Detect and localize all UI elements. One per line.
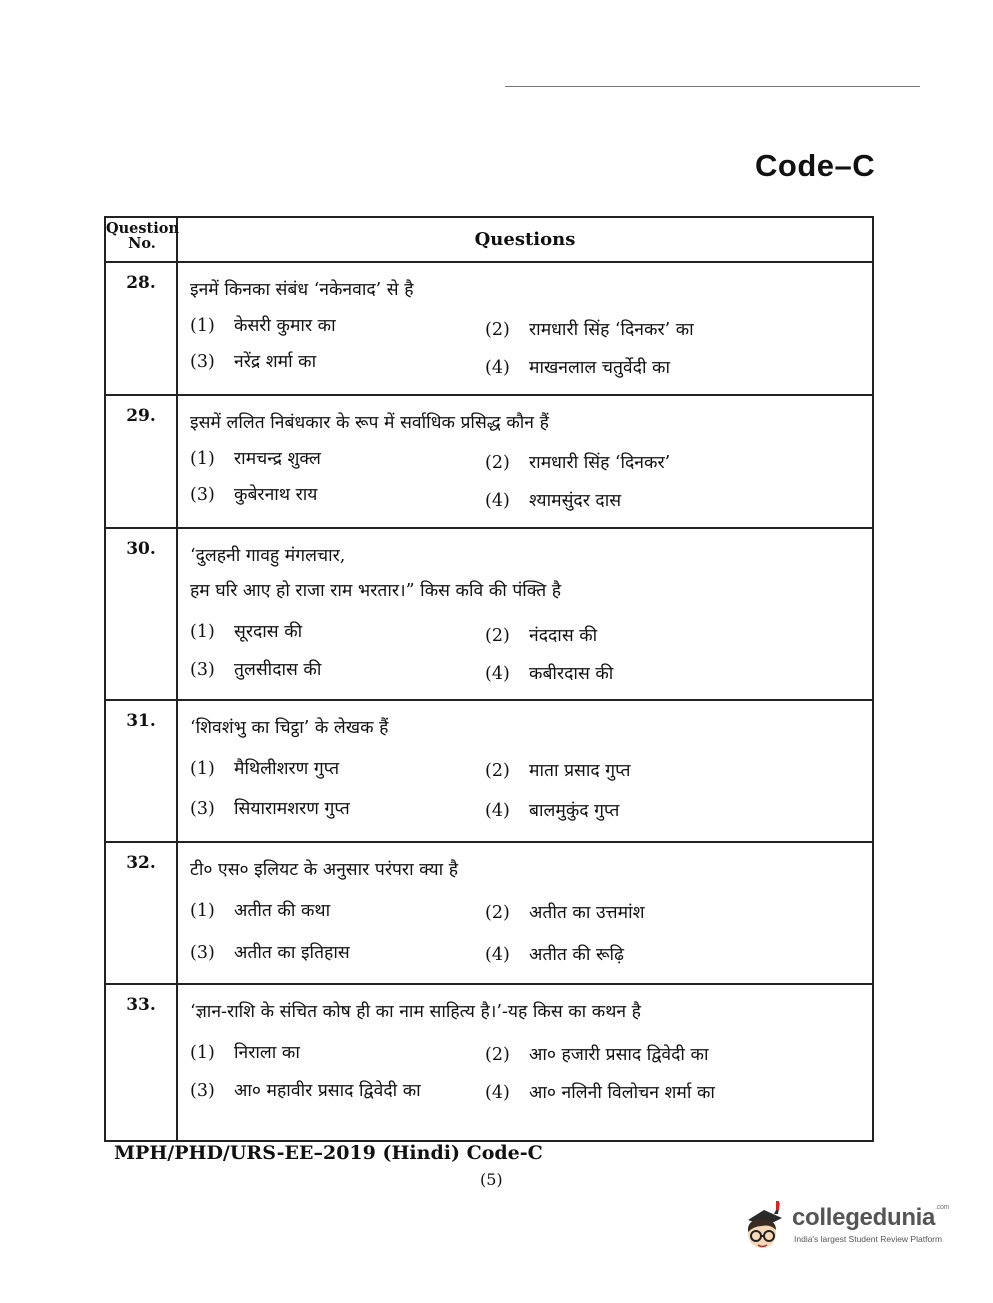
question-text: ‘ज्ञान-राशि के संचित कोष ही का नाम साहित्य है।’-यह किस का कथन है — [190, 1002, 641, 1022]
option: (3) कुबेरनाथ राय — [190, 485, 318, 505]
option: (1) मैथिलीशरण गुप्त — [190, 759, 340, 779]
question-text: टी० एस० इलियट के अनुसार परंपरा क्या है — [190, 860, 459, 880]
option: (4) कबीरदास की — [485, 664, 614, 684]
option: (1) केसरी कुमार का — [190, 316, 336, 336]
question-row — [106, 843, 872, 985]
option: (4) श्यामसुंदर दास — [485, 491, 622, 511]
option: (2) नंददास की — [485, 626, 598, 646]
option: (2) रामधारी सिंह ‘दिनकर’ का — [485, 320, 694, 340]
option: (3) अतीत का इतिहास — [190, 943, 350, 963]
question-row — [106, 263, 872, 396]
option: (3) सियारामशरण गुप्त — [190, 799, 350, 819]
option: (3) आ० महावीर प्रसाद द्विवेदी का — [190, 1081, 421, 1101]
question-row — [106, 396, 872, 529]
question-text: ‘शिवशंभु का चिट्ठा’ के लेखक हैं — [190, 718, 389, 738]
option: (4) अतीत की रूढ़ि — [485, 945, 624, 965]
option: (2) आ० हजारी प्रसाद द्विवेदी का — [485, 1045, 709, 1065]
brand-logo — [740, 1198, 960, 1258]
option: (2) माता प्रसाद गुप्त — [485, 761, 631, 781]
brand-tagline: India's largest Student Review Platform — [794, 1234, 943, 1244]
paper-code: Code–C — [755, 148, 876, 183]
option: (3) तुलसीदास की — [190, 660, 322, 680]
question-row — [106, 985, 872, 1140]
option: (4) आ० नलिनी विलोचन शर्मा का — [485, 1083, 715, 1103]
option: (1) रामचन्द्र शुक्ल — [190, 449, 321, 469]
top-rule — [505, 86, 920, 87]
header-question-no: Question No. — [106, 220, 179, 252]
question-text: इसमें ललित निबंधकार के रूप में सर्वाधिक प्रसिद्ध कौन हैं — [190, 413, 549, 433]
table-header — [106, 218, 872, 263]
header-questions: Questions — [474, 229, 576, 250]
question-table — [104, 216, 874, 1142]
option: (2) रामधारी सिंह ‘दिनकर’ — [485, 453, 671, 473]
paper-footer: MPH/PHD/URS-EE–2019 (Hindi) Code-C — [114, 1142, 543, 1164]
option: (4) माखनलाल चतुर्वेदी का — [485, 358, 671, 378]
question-number: 31. — [126, 711, 156, 731]
question-text: ‘दुलहनी गावहु मंगलचार, हम घरि आए हो राजा राम भरतार।” किस कवि की पंक्ति है — [190, 546, 562, 601]
option: (1) अतीत की कथा — [190, 901, 331, 921]
page-number: (5) — [480, 1170, 503, 1189]
question-number: 32. — [126, 853, 156, 873]
option: (1) निराला का — [190, 1043, 300, 1063]
brand-name: collegedunia$^{.com}$ — [792, 1204, 950, 1231]
option: (3) नरेंद्र शर्मा का — [190, 352, 317, 372]
student-mascot-icon — [740, 1198, 790, 1258]
option: (4) बालमुकुंद गुप्त — [485, 801, 620, 821]
question-row — [106, 701, 872, 843]
question-number: 29. — [126, 406, 156, 426]
question-text: इनमें किनका संबंध ‘नकेनवाद’ से है — [190, 280, 414, 300]
question-number: 33. — [126, 995, 156, 1015]
question-row — [106, 529, 872, 701]
question-number: 28. — [126, 273, 156, 293]
option: (1) सूरदास की — [190, 622, 303, 642]
question-number: 30. — [126, 539, 156, 559]
option: (2) अतीत का उत्तमांश — [485, 903, 645, 923]
